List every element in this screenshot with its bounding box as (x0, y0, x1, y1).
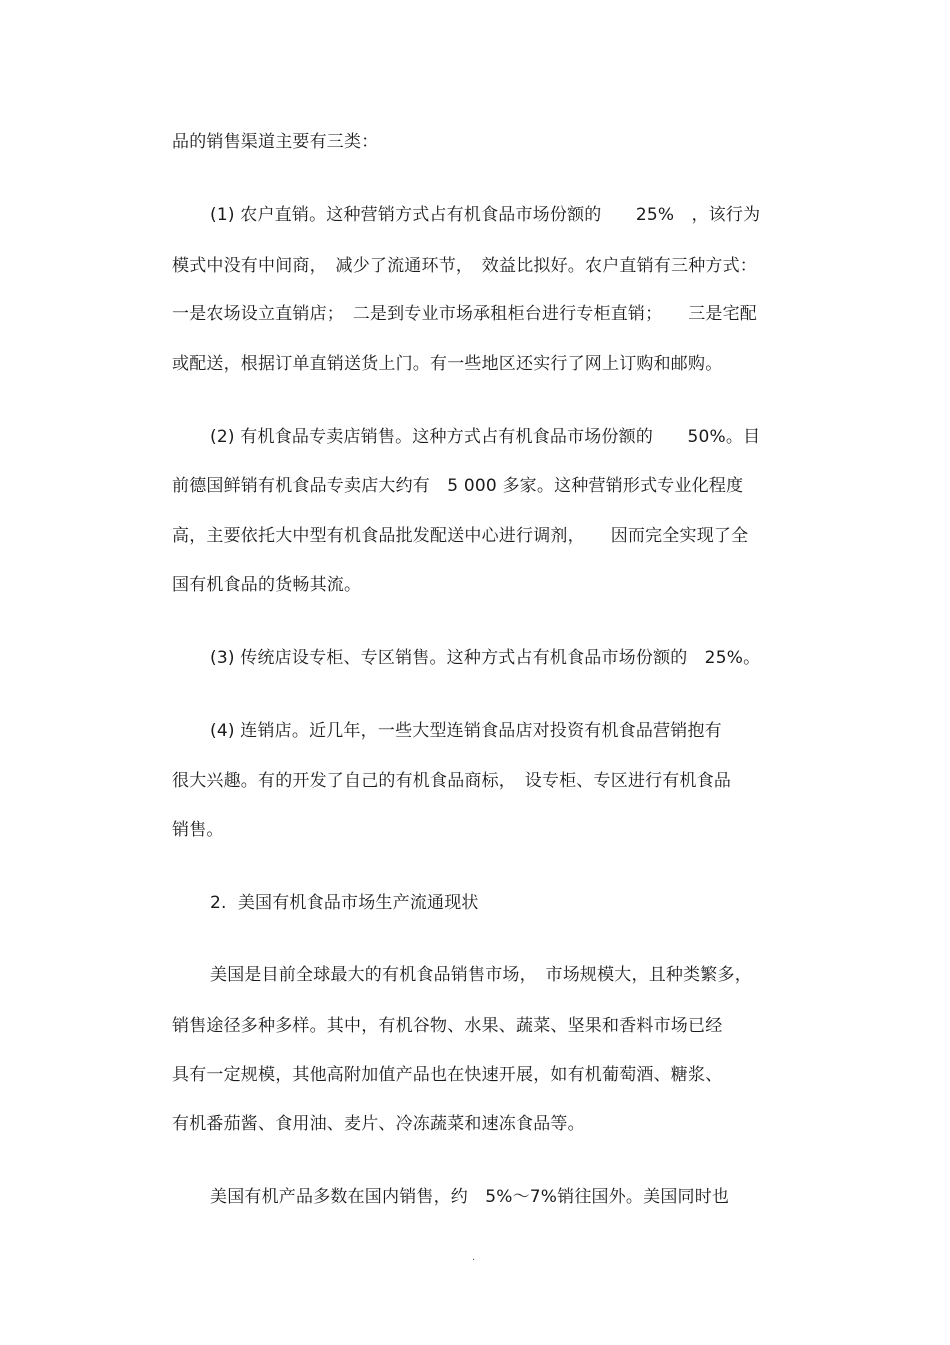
text-line: 国有机食品的货畅其流。 (172, 575, 362, 595)
text-line: (3) 传统店设专柜、专区销售。这种方式占有机食品市场份额的 25%。 (210, 648, 761, 668)
text-line: 前德国鲜销有机食品专卖店大约有 5 000 多家。这种营销形式专业化程度 (172, 476, 744, 496)
text-line: 品的销售渠道主要有三类： (172, 132, 379, 152)
text-line: 美国是目前全球最大的有机食品销售市场， 市场规模大，且种类繁多， (210, 965, 752, 985)
text-line: 销售。 (172, 820, 224, 840)
text-line: 很大兴趣。有的开发了自己的有机食品商标， 设专柜、专区进行有机食品 (172, 771, 732, 791)
section-heading: 2. 美国有机食品市场生产流通现状 (210, 893, 479, 913)
text-line: 一是农场设立直销店； 二是到专业市场承租柜台进行专柜直销； 三是宅配 (172, 304, 757, 324)
text-line: (1) 农户直销。这种营销方式占有机食品市场份额的 25% ，该行为 (210, 205, 761, 225)
text-line: 有机番茄酱、食用油、麦片、冷冻蔬菜和速冻食品等。 (172, 1114, 585, 1134)
text-line: 销售途径多种多样。其中，有机谷物、水果、蔬菜、坚果和香料市场已经 (172, 1016, 723, 1036)
text-line: 美国有机产品多数在国内销售，约 5%～7%销往国外。美国同时也 (210, 1187, 730, 1207)
text-line: (2) 有机食品专卖店销售。这种方式占有机食品市场份额的 50%。目 (210, 427, 761, 447)
text-line: 模式中没有中间商， 减少了流通环节， 效益比拟好。农户直销有三种方式： (172, 256, 757, 276)
text-line: 具有一定规模，其他高附加值产品也在快速开展，如有机葡萄酒、糖浆、 (172, 1065, 723, 1085)
text-line: 或配送，根据订单直销送货上门。有一些地区还实行了网上订购和邮购。 (172, 354, 723, 374)
text-line: 高，主要依托大中型有机食品批发配送中心进行调剂， 因而完全实现了全 (172, 526, 749, 546)
page-footer-mark: . (472, 1252, 476, 1263)
text-line: (4) 连销店。近几年，一些大型连销食品店对投资有机食品营销抱有 (210, 721, 722, 741)
